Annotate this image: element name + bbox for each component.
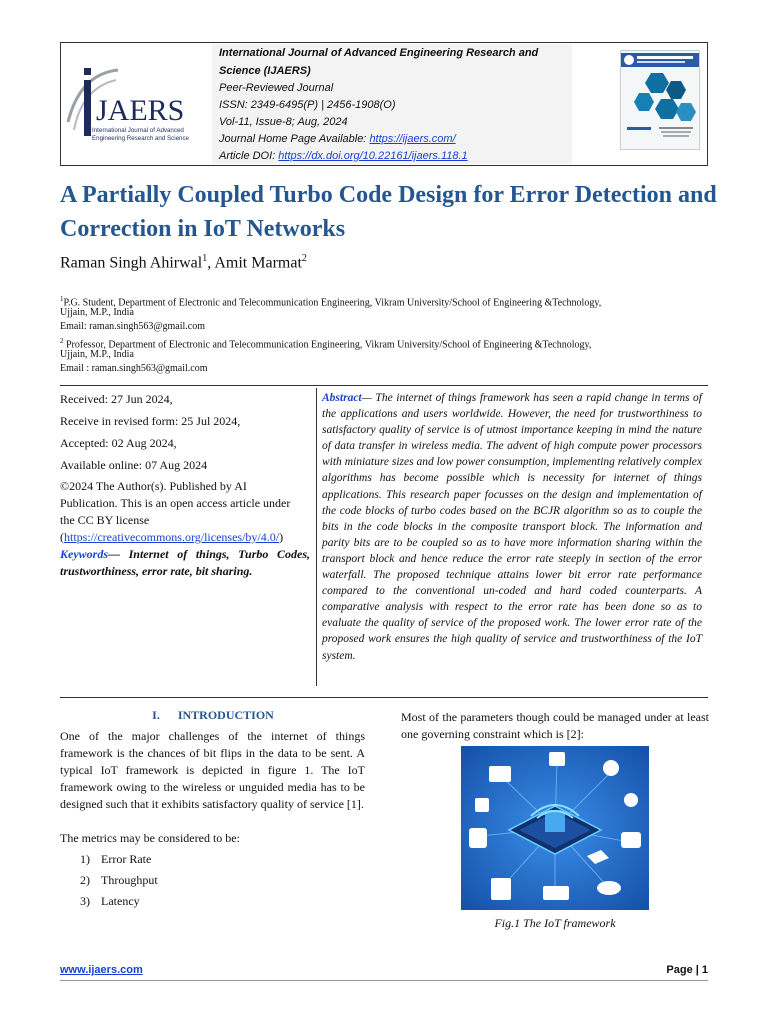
metric-label: Latency: [101, 894, 140, 908]
journal-info-panel: [212, 44, 572, 164]
copyright-line-1: ©2024 The Author(s). Published by AI: [60, 479, 247, 493]
author-1: Raman Singh Ahirwal: [60, 254, 203, 272]
abstract-text: — The internet of things framework has seen a rapid change in terms of the applications and users worldwide. However, the need for trustworthiness to satisfactory quality of service is of utmost importance keeping in mind the nature of data transfer in wireless media. The advent of high compute power processors with miniature sizes and low power consumption, implementing relatively complex algorithms has become possible which is necessity for internet of things applications. This research paper focusses on the design and implementation of the code blocks of turbo codes based on the BCJR algorithm so as to couple the bits in the code blocks in the composite transport block. The information and parity bits are to be coupled so as to have more information sharing within the transport block and hence reduce the error rate steeply in section of the error waterfall. The proposed technique attains lower bit error rate performance compared to the conventional un-coded and hard coded counterparts. A comparative analysis with respect to the error rate has been done so as to evaluate the quality of service of the proposed work. The lower error rate of the proposed work ensures the high quality of service and trustworthiness of the IoT system.: [322, 392, 702, 662]
accepted-date: Accepted: 02 Aug 2024,: [60, 436, 177, 450]
metric-list-item: [60, 872, 158, 889]
metric-number: 2): [80, 873, 90, 887]
footer-divider: [60, 980, 708, 981]
aff-1-sup: 1: [60, 295, 64, 303]
license-close: ): [279, 530, 284, 544]
doi-line: [219, 147, 468, 165]
section-heading-introduction: I. INTRODUCTION: [152, 708, 274, 722]
homepage-line: [219, 130, 456, 148]
author-2: Amit Marmat: [214, 254, 302, 272]
peer-reviewed-label: Peer-Reviewed Journal: [219, 82, 334, 94]
license-open: (: [60, 530, 64, 544]
email-1: Email: raman.singh563@gmail.com: [60, 321, 206, 332]
homepage-label: Journal Home Page Available:: [219, 133, 370, 145]
online-date: Available online: 07 Aug 2024: [60, 458, 208, 472]
aff-1-text: P.G. Student, Department of Electronic and Telecommunication Engineering, Vikram University/School of Engineering &Technology,: [63, 297, 602, 309]
metric-number: 3): [80, 894, 90, 908]
logo-text: JAERS: [96, 94, 185, 127]
divider-top: [60, 385, 708, 386]
metric-number: 1): [80, 852, 90, 866]
journal-name-line-2: Science (IJAERS): [219, 65, 311, 77]
affiliation-2-line-2: Ujjain, M.P., India: [60, 349, 134, 360]
keywords-text: — Internet of things, Turbo Codes, trustworthiness, error rate, bit sharing.: [60, 547, 310, 578]
right-column-paragraph: Most of the parameters though could be managed under at least one governing constraint which is [2]:: [401, 710, 709, 741]
copyright-line-2: Publication. This is an open access article under: [60, 496, 291, 510]
author-line: [60, 248, 307, 274]
volume-label: Vol-11, Issue-8; Aug, 2024: [219, 116, 348, 128]
logo-subtitle-2: Engineering Research and Science: [92, 135, 189, 142]
revised-date: Receive in revised form: 25 Jul 2024,: [60, 414, 241, 428]
journal-cover-image: [620, 50, 700, 150]
aff-2-sup: 2: [60, 337, 64, 345]
author-2-sup: 2: [301, 253, 307, 264]
aff-2-text: Professor, Department of Electronic and Telecommunication Engineering, Vikram University/School of Engineering &Technology,: [63, 339, 592, 351]
doi-label: Article DOI:: [219, 150, 279, 162]
paper-title: A Partially Coupled Turbo Code Design for Error Detection and Correction in IoT Networks: [60, 182, 717, 242]
author-separator: ,: [207, 254, 215, 272]
metrics-intro: The metrics may be considered to be:: [60, 831, 240, 845]
doi-link[interactable]: https://dx.doi.org/10.22161/ijaers.118.1: [278, 150, 468, 162]
email-2: Email : raman.singh563@gmail.com: [60, 363, 208, 374]
received-date: Received: 27 Jun 2024,: [60, 392, 173, 406]
divider-bottom: [60, 697, 708, 698]
journal-name-line-1: International Journal of Advanced Engineering Research and: [219, 47, 539, 59]
footer-url-link[interactable]: www.ijaers.com: [60, 964, 143, 976]
divider-vertical: [316, 388, 317, 686]
issn-label: ISSN: 2349-6495(P) | 2456-1908(O): [219, 99, 396, 111]
metric-list-item: [60, 851, 151, 868]
page-number: Page | 1: [666, 964, 708, 976]
iot-framework-figure: [461, 746, 649, 910]
logo-subtitle-1: International Journal of Advanced: [92, 127, 184, 134]
copyright-line-3: the CC BY license: [60, 513, 150, 527]
intro-paragraph: One of the major challenges of the internet of things framework is the chances of bit flips in the data to be sent. A typical IoT framework is depicted in figure 1. The IoT framework owing to the wireless or unguided media has to be designed such that it exhibits satisfactory quality of service [1].: [60, 729, 365, 811]
keywords-block: [60, 546, 310, 580]
metric-label: Error Rate: [101, 852, 152, 866]
license-line: [60, 529, 310, 546]
author-1-sup: 1: [202, 253, 208, 264]
ijaers-logo: [62, 60, 202, 150]
abstract-block: [322, 390, 702, 664]
metric-label: Throughput: [101, 873, 158, 887]
metric-list-item: [60, 893, 140, 910]
figure-caption: Fig.1 The IoT framework: [494, 916, 616, 930]
abstract-label: Abstract: [322, 392, 362, 404]
homepage-link[interactable]: https://ijaers.com/: [369, 133, 456, 145]
affiliation-1-line-2: Ujjain, M.P., India: [60, 307, 134, 318]
license-link[interactable]: https://creativecommons.org/licenses/by/4.0/: [64, 530, 280, 544]
keywords-label: Keywords: [60, 547, 108, 561]
